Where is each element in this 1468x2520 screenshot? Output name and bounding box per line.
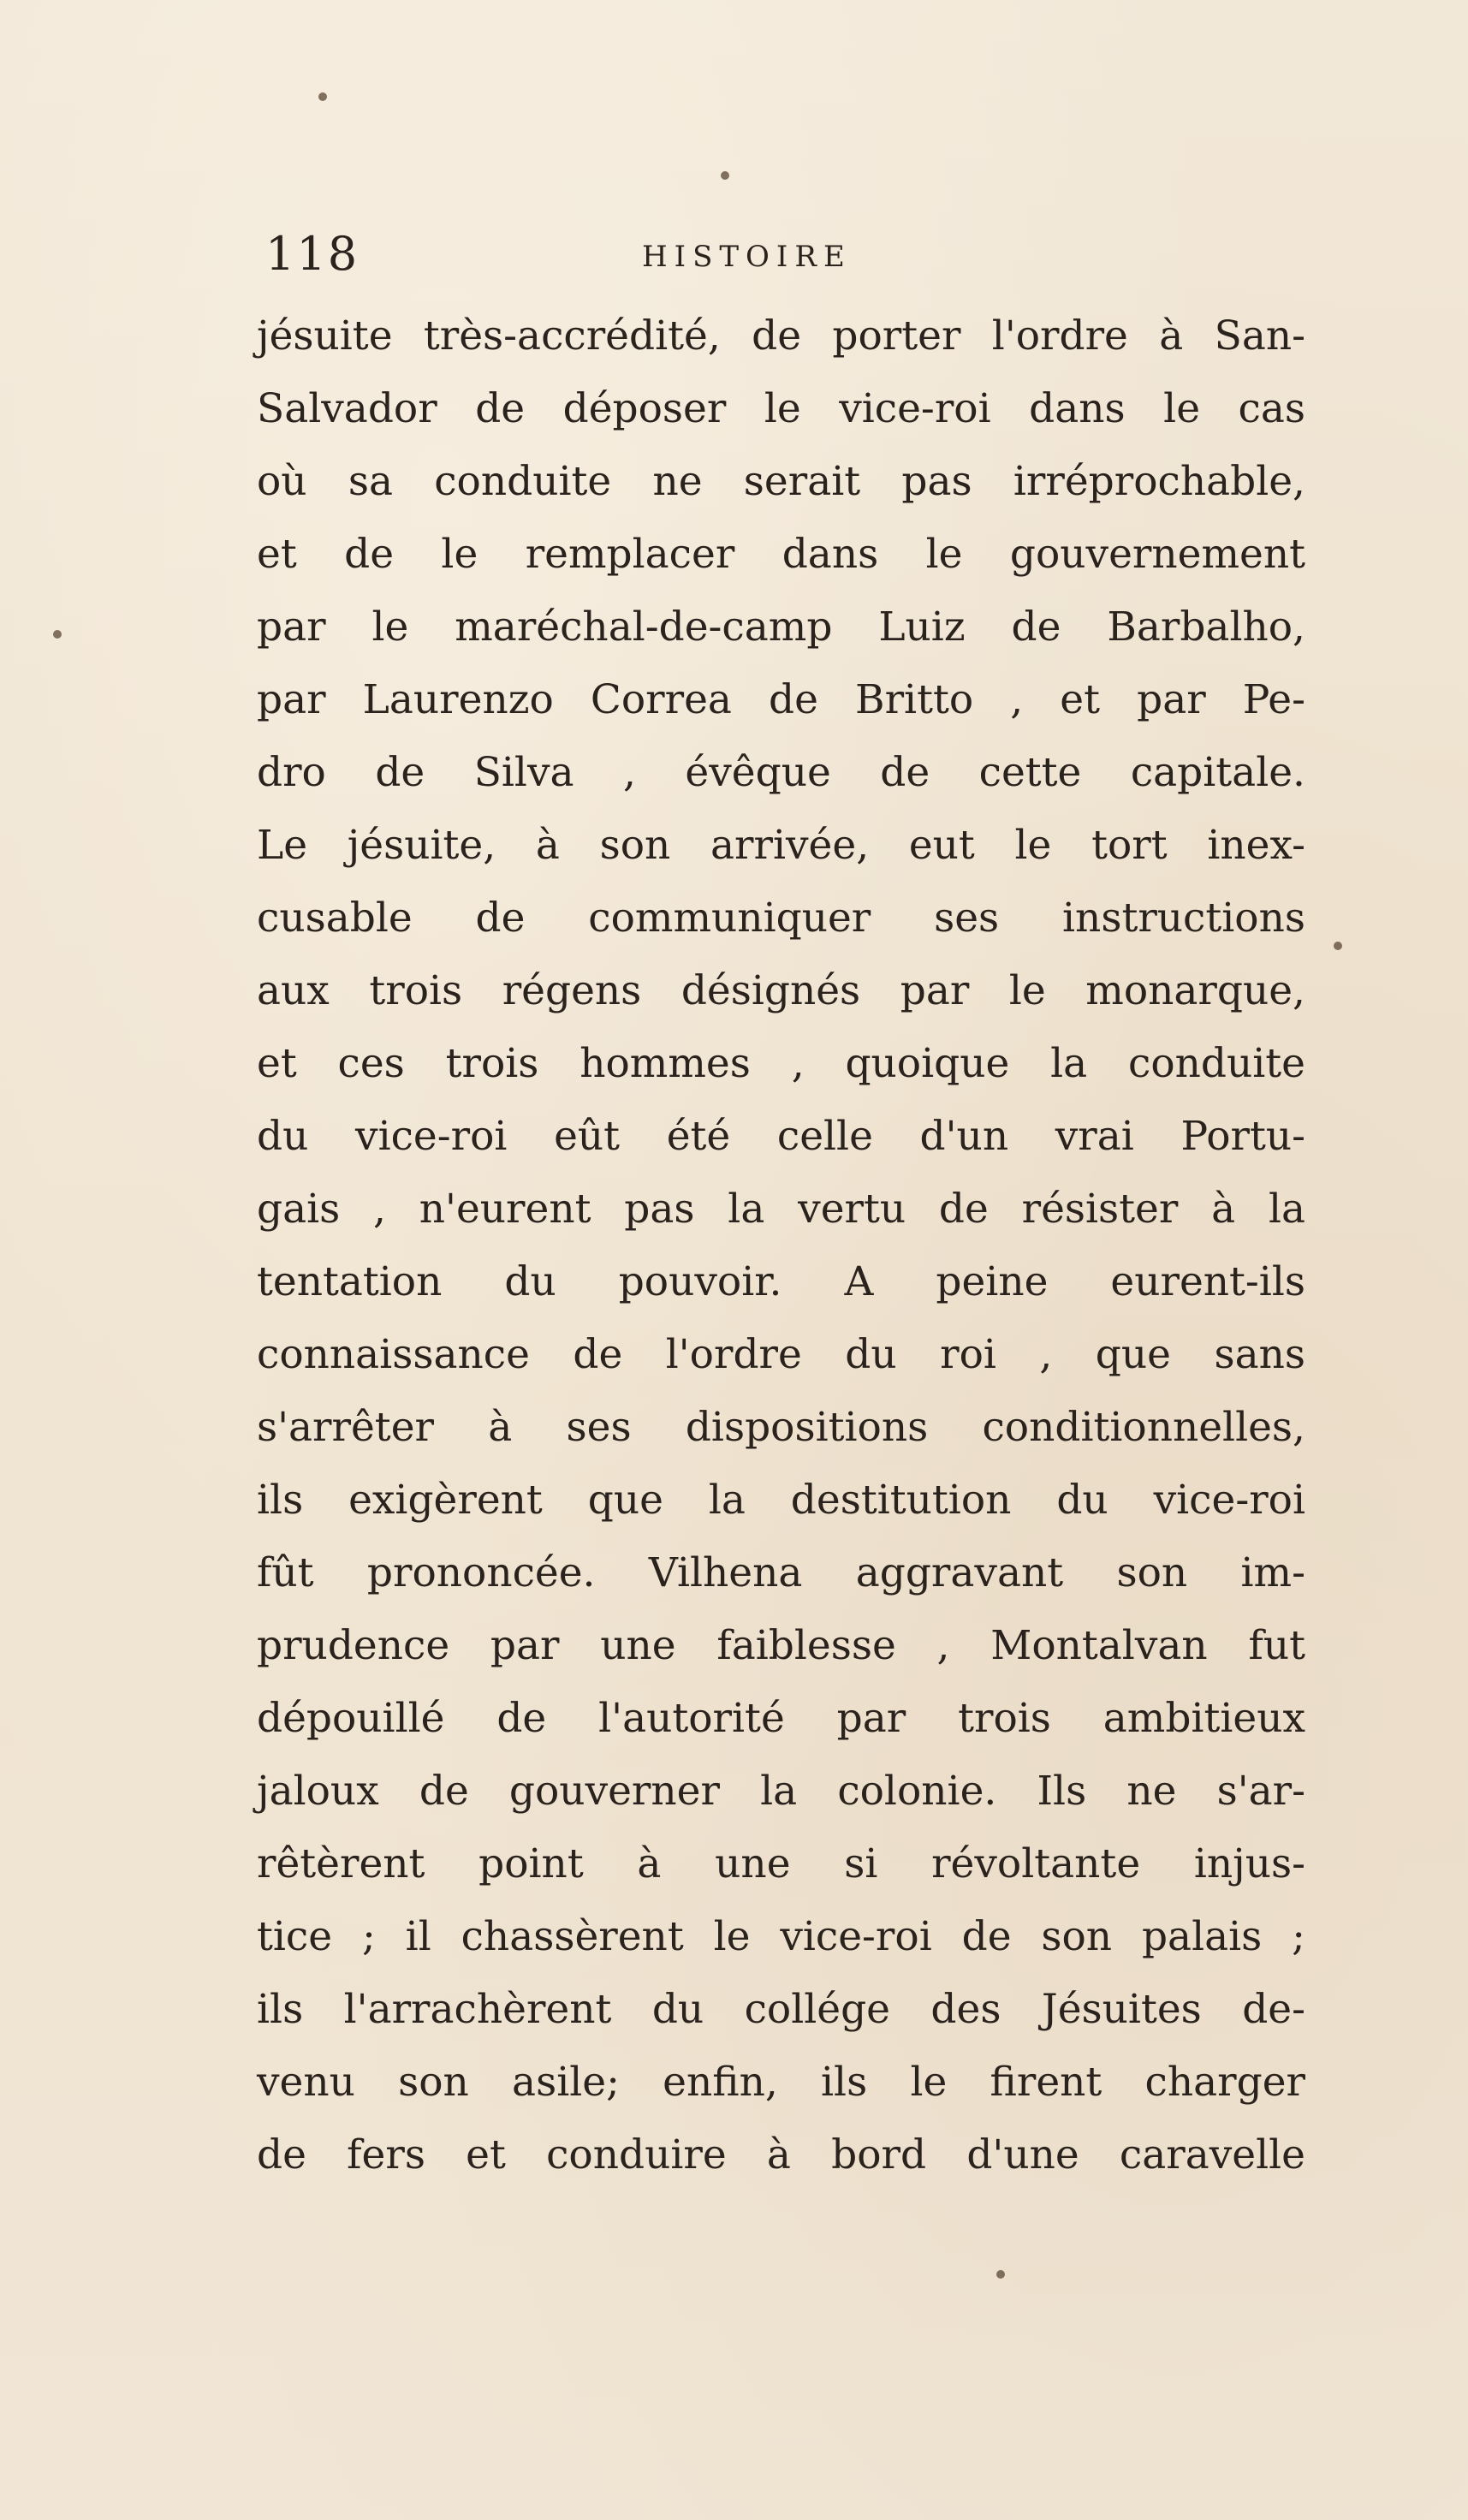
text-line: s'arrêter à ses dispositions conditionnelles, — [257, 1404, 1305, 1451]
text-line: jaloux de gouverner la colonie. Ils ne s'ar- — [257, 1768, 1305, 1815]
speck — [318, 92, 327, 101]
text-line: et ces trois hommes , quoique la conduite — [257, 1040, 1305, 1087]
text-line: dépouillé de l'autorité par trois ambitieux — [257, 1695, 1305, 1742]
speck — [721, 171, 729, 180]
text-line: ils exigèrent que la destitution du vice-roi — [257, 1477, 1305, 1524]
text-line: cusable de communiquer ses instructions — [257, 894, 1305, 942]
text-line: Salvador de déposer le vice-roi dans le cas — [257, 385, 1305, 432]
text-line: de fers et conduire à bord d'une caravelle — [257, 2131, 1305, 2178]
text-line: par le maréchal-de-camp Luiz de Barbalho, — [257, 603, 1305, 651]
text-line: dro de Silva , évêque de cette capitale. — [257, 749, 1305, 796]
body-text — [257, 300, 1305, 2243]
text-line: jésuite très-accrédité, de porter l'ordre à San- — [257, 312, 1305, 360]
text-line: fût prononcée. Vilhena aggravant son im- — [257, 1549, 1305, 1596]
text-line: venu son asile; enfin, ils le firent charger — [257, 2059, 1305, 2106]
text-line: aux trois régens désignés par le monarque, — [257, 967, 1305, 1014]
page-number: 118 — [265, 227, 360, 281]
text-line: et de le remplacer dans le gouvernement — [257, 531, 1305, 578]
text-line: rêtèrent point à une si révoltante injus- — [257, 1840, 1305, 1887]
speck — [996, 2270, 1005, 2279]
text-line: où sa conduite ne serait pas irréprochable, — [257, 458, 1305, 505]
text-line: tentation du pouvoir. A peine eurent-ils — [257, 1258, 1305, 1305]
text-line: Le jésuite, à son arrivée, eut le tort inex- — [257, 822, 1305, 869]
text-line: gais , n'eurent pas la vertu de résister à la — [257, 1186, 1305, 1233]
text-line: ils l'arrachèrent du collége des Jésuites de- — [257, 1986, 1305, 2033]
text-line: tice ; il chassèrent le vice-roi de son palais ; — [257, 1913, 1305, 1960]
speck — [53, 630, 62, 639]
speck — [1334, 942, 1342, 950]
page-header — [265, 224, 1310, 284]
text-line: par Laurenzo Correa de Britto , et par Pe- — [257, 676, 1305, 723]
running-head: HISTOIRE — [642, 240, 852, 274]
text-line: connaissance de l'ordre du roi , que sans — [257, 1331, 1305, 1378]
text-line: prudence par une faiblesse , Montalvan fut — [257, 1622, 1305, 1669]
text-line: du vice-roi eût été celle d'un vrai Portu- — [257, 1113, 1305, 1160]
